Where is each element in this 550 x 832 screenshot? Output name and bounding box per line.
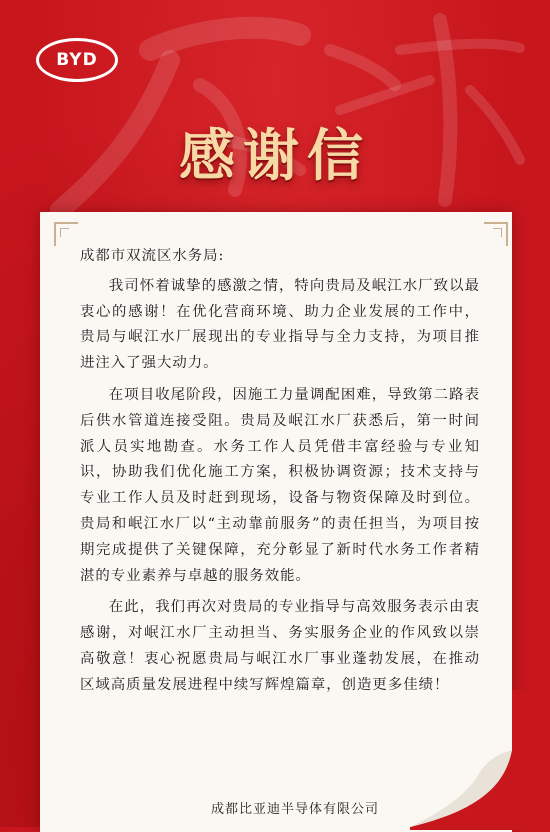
paragraph-2: 在项目收尾阶段，因施工力量调配困难，导致第二路表后供水管道连接受阻。贵局及岷江水厂获悉后，第一时间派人员实地勘查。水务工作人员凭借丰富经验与专业知识，协助我们优化施工方案，积极协调资源；技术支持与专业工作人员及时赶到现场，设备与物资保障及时到位。贵局和岷江水厂以“主动靠前服务”的责任担当，为项目按期完成提供了关键保障，充分彰显了新时代水务工作者精湛的专业素养与卓越的服务效能。 [80,386,480,584]
salutation: 成都市双流区水务局: [80,248,225,264]
signature: 成都比亚迪半导体有限公司 [210,802,379,817]
logo-text: BYD [56,50,98,70]
page-title: 感谢信 [179,123,371,189]
letter-body [80,244,480,705]
corner-ornament-left [54,222,78,246]
byd-logo [36,38,118,82]
corner-ornament-right [484,222,508,246]
paragraph-3: 在此，我们再次对贵局的专业指导与高效服务表示由衷感谢，对岷江水厂主动担当、务实服务企业的作风致以崇高敬意！衷心祝愿贵局与岷江水厂事业蓬勃发展，在推动区域高质量发展进程中续写辉煌篇章，创造更多佳绩！ [80,599,480,693]
paragraph-1: 我司怀着诚挚的感激之情，特向贵局及岷江水厂致以最衷心的感谢！在优化营商环境、助力企业发展的工作中，贵局与岷江水厂展现出的专业指导与全力支持，为项目推进注入了强大动力。 [80,277,480,372]
page-curl [410,690,530,830]
